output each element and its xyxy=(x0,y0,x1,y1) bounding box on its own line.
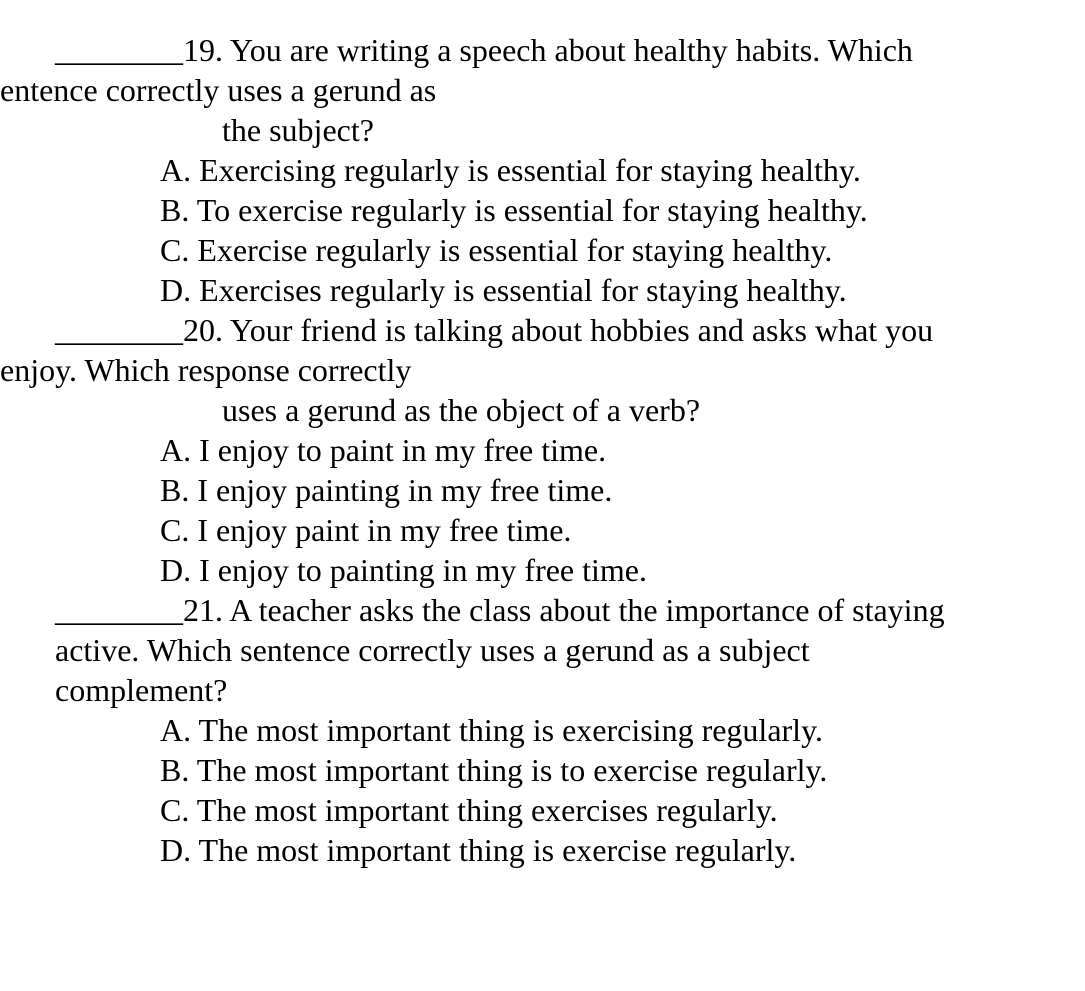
question-20-option-C: C. I enjoy paint in my free time. xyxy=(160,512,572,548)
question-21-option-A: A. The most important thing is exercising regularly. xyxy=(160,712,823,748)
question-19-option-B: B. To exercise regularly is essential for staying healthy. xyxy=(160,192,868,228)
question-20-option-A: A. I enjoy to paint in my free time. xyxy=(160,432,607,468)
question-21-option-B: B. The most important thing is to exercise regularly. xyxy=(160,752,828,788)
question-19-option-C: C. Exercise regularly is essential for staying healthy. xyxy=(160,232,833,268)
question-21-option-C: C. The most important thing exercises regularly. xyxy=(160,792,778,828)
question-20-stem-line-2: enjoy. Which response correctly xyxy=(0,352,412,388)
question-20-option-B: B. I enjoy painting in my free time. xyxy=(160,472,613,508)
question-20-stem-line-1: ________20. Your friend is talking about hobbies and asks what you xyxy=(55,312,934,348)
question-19-option-A: A. Exercising regularly is essential for staying healthy. xyxy=(160,152,861,188)
question-21-stem-line-1: ________21. A teacher asks the class about the importance of staying xyxy=(55,592,945,628)
question-20-option-D: D. I enjoy to painting in my free time. xyxy=(160,552,647,588)
question-21-stem-line-3: complement? xyxy=(55,672,228,708)
question-19-stem-line-1: ________19. You are writing a speech about healthy habits. Which xyxy=(55,32,913,68)
question-21-stem-line-2: active. Which sentence correctly uses a gerund as a subject xyxy=(55,632,810,668)
question-19-stem-line-2: entence correctly uses a gerund as xyxy=(0,72,437,108)
question-21-option-D: D. The most important thing is exercise regularly. xyxy=(160,832,797,868)
question-19-stem-line-3: the subject? xyxy=(222,112,374,148)
question-20-stem-line-3: uses a gerund as the object of a verb? xyxy=(222,392,701,428)
question-19-option-D: D. Exercises regularly is essential for staying healthy. xyxy=(160,272,847,308)
quiz-text-block xyxy=(0,30,1085,870)
